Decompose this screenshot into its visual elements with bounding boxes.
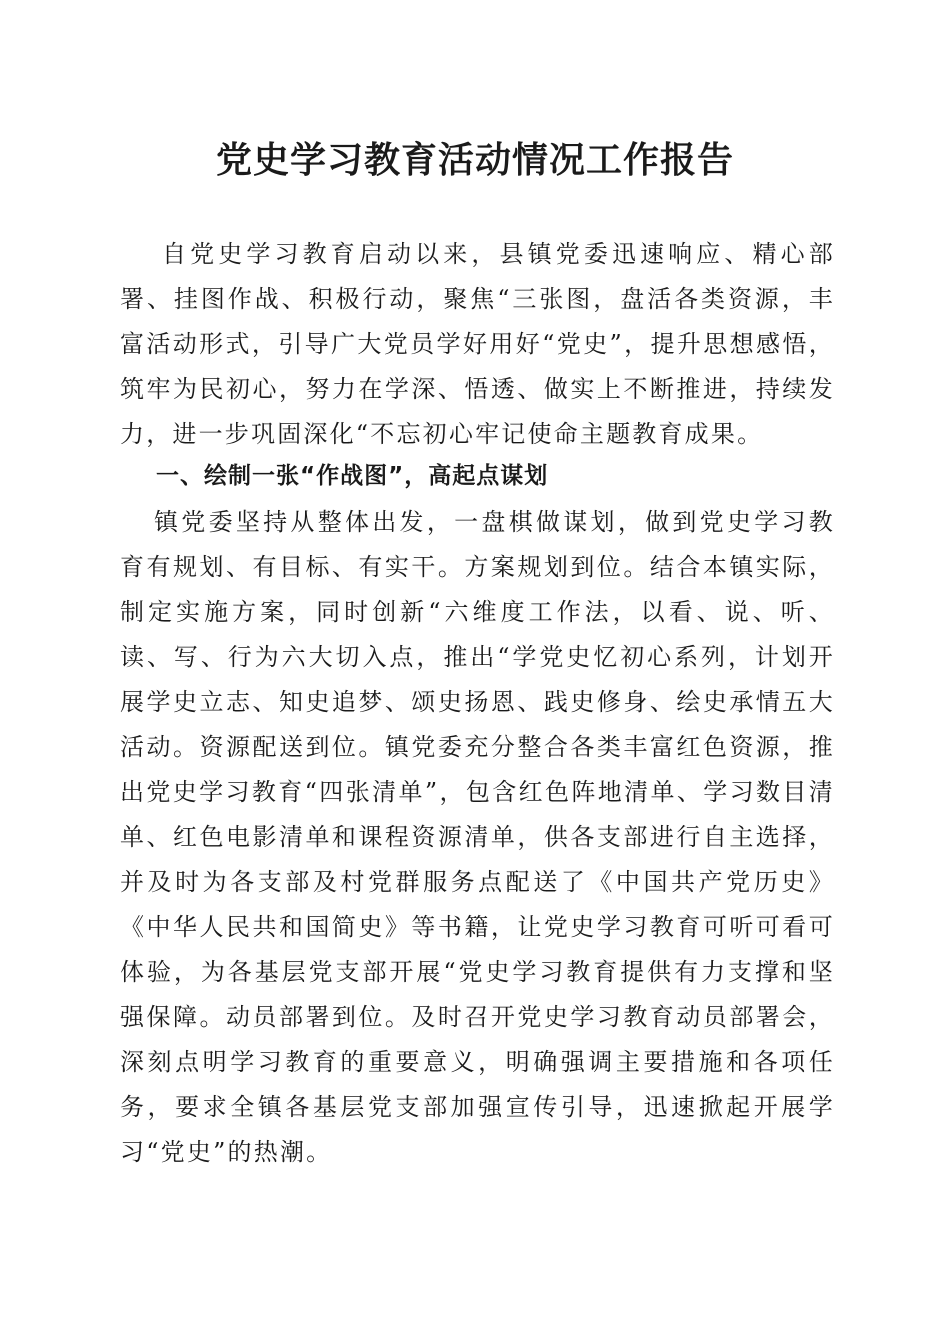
section-heading: 一、绘制一张“作战图”，高起点谋划 [156, 463, 549, 489]
intro-paragraph: 自党史学习教育启动以来，县镇党委迅速响应、精心部署、挂图作战、积极行动，聚焦“三张图，盘活各类资源，丰富活动形式，引导广大党员学好用好“党史”，提升思想感悟，筑牢为民初心，努力在学深、悟透、做实上不断推进，持续发力，进一步巩固深化“不忘初心牢记使命主题教育成果。 [120, 240, 835, 448]
section-paragraph: 镇党委坚持从整体出发，一盘棋做谋划，做到党史学习教育有规划、有目标、有实干。方案规划到位。结合本镇实际，制定实施方案，同时创新“六维度工作法，以看、说、听、读、写、行为六大切入点，推出“学党史忆初心系列，计划开展学史立志、知史追梦、颂史扬恩、践史修身、绘史承情五大活动。资源配送到位。镇党委充分整合各类丰富红色资源，推出党史学习教育“四张清单”，包含红色阵地清单、学习数目清单、红色电影清单和课程资源清单，供各支部进行自主选择，并及时为各支部及村党群服务点配送了《中国共产党历史》《中华人民共和国简史》等书籍，让党史学习教育可听可看可体验，为各基层党支部开展“党史学习教育提供有力支撑和坚强保障。动员部署到位。及时召开党史学习教育动员部署会，深刻点明学习教育的重要意义，明确强调主要措施和各项任务，要求全镇各基层党支部加强宣传引导，迅速掀起开展学习“党史”的热潮。 [120, 508, 835, 1166]
document-title: 党史学习教育活动情况工作报告 [215, 139, 734, 181]
